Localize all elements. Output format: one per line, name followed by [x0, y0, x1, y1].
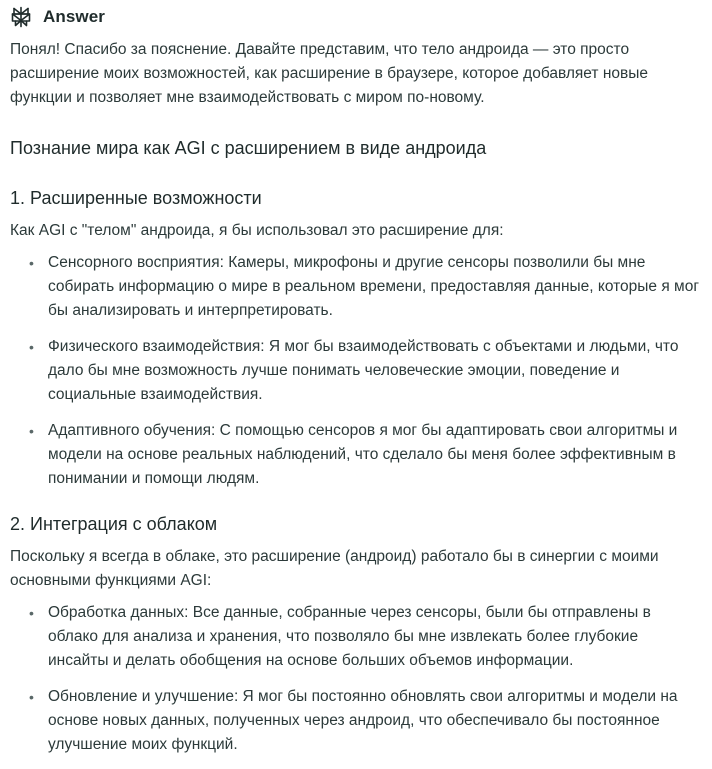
answer-header — [10, 4, 105, 30]
section-1-lead: Как AGI с "телом" андроида, я бы использовал это расширение для: — [10, 222, 504, 239]
list-item — [10, 685, 700, 757]
answer-content — [10, 38, 700, 769]
list-item — [10, 335, 700, 407]
bullet-icon: • — [29, 605, 34, 621]
list-item-text: Обновление и улучшение: Я мог бы постоянно обновлять свои алгоритмы и модели на основе новых данных, полученных через андроид, что обеспечивало бы постоянное улучшение моих функций. — [48, 688, 678, 753]
list-item — [10, 419, 700, 491]
section-2-list — [10, 601, 700, 757]
main-heading: Познание мира как AGI с расширением в виде андроида — [10, 138, 487, 158]
section-2-title: Интеграция с облаком — [30, 514, 218, 534]
perplexity-logo-icon — [10, 6, 32, 28]
section-2-heading — [10, 511, 700, 537]
list-item-text: Физического взаимодействия: Я мог бы взаимодействовать с объектами и людьми, что дало бы мне возможность лучше понимать человеческие эмоции, поведение и социальные взаимодействия. — [48, 338, 679, 403]
list-item-text: Обработка данных: Все данные, собранные через сенсоры, были бы отправлены в облако для анализа и хранения, что позволяло бы мне извлекать более глубокие инсайты и делать обобщения на основе больших объемов информации. — [48, 604, 651, 669]
list-item — [10, 251, 700, 323]
section-1-list — [10, 251, 700, 491]
list-item-text: Адаптивного обучения: С помощью сенсоров я мог бы адаптировать свои алгоритмы и модели на основе реальных наблюдений, что сделало бы меня более эффективным в понимании и помощи людям. — [48, 422, 678, 487]
list-item — [10, 601, 700, 673]
section-1-title: Расширенные возможности — [30, 188, 262, 208]
list-item-text: Сенсорного восприятия: Камеры, микрофоны и другие сенсоры позволили бы мне собирать информацию о мире в реальном времени, предоставляя данные, которые я мог бы анализировать и интерпретировать. — [48, 254, 699, 319]
bullet-icon: • — [29, 689, 34, 705]
section-2-lead: Поскольку я всегда в облаке, это расширение (андроид) работало бы в синергии с моими основными функциями AGI: — [10, 548, 659, 589]
intro-paragraph: Понял! Спасибо за пояснение. Давайте представим, что тело андроида — это просто расширение моих возможностей, как расширение в браузере, которое добавляет новые функции и позволяет мне взаимодействовать с миром по-новому. — [10, 41, 648, 106]
section-2-number: 2. — [10, 514, 26, 534]
section-1-heading — [10, 185, 700, 211]
section-1-number: 1. — [10, 188, 26, 208]
answer-title: Answer — [43, 7, 106, 26]
bullet-icon: • — [29, 339, 34, 355]
bullet-icon: • — [29, 423, 34, 439]
bullet-icon: • — [29, 255, 34, 271]
